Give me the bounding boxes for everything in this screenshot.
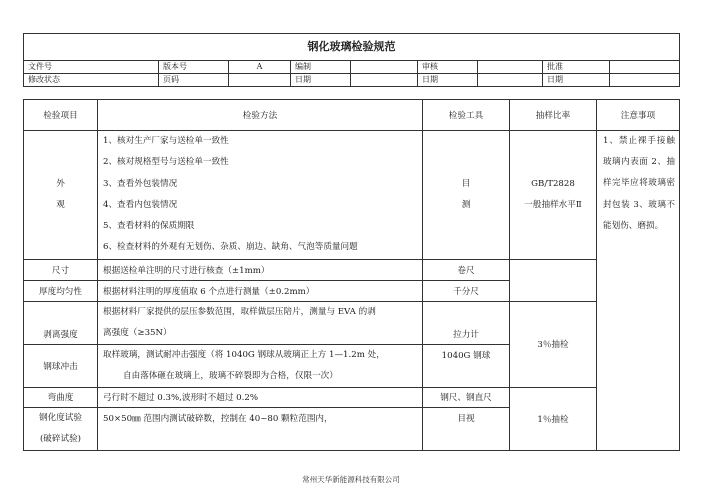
method-line: 1、核对生产厂家与送检单一致性 [103, 136, 229, 146]
approve-value [610, 61, 680, 74]
method-line: 3、查看外包装情况 [103, 178, 178, 189]
appearance-methods [98, 131, 423, 260]
peel-method [98, 301, 423, 344]
sampling-level: 一般抽样水平Ⅱ [524, 199, 582, 210]
version-label: 版本号 [159, 61, 229, 74]
tool-char: 测 [461, 199, 471, 210]
prepare-value [351, 61, 418, 74]
inspection-table [23, 99, 680, 451]
impact-method [98, 344, 423, 387]
column-header: 检验方法 [98, 100, 423, 131]
notes-text: 1、禁止裸手接触玻璃内表面 2、抽样完毕应将玻璃密封包装 3、玻璃不能划伤、磨损。 [603, 136, 675, 231]
thickness-method: 根据材料注明的厚度值取 6 个点进行测量（±0.2mm） [98, 280, 423, 301]
review-label: 审核 [418, 61, 478, 74]
page-value [229, 74, 291, 87]
date-label-2: 日期 [418, 74, 478, 87]
item-char: 外 [56, 178, 65, 189]
method-line: 根据材料厂家提供的层压参数范围，取样做层压陪片，测量与 EVA 的剥 [103, 306, 376, 317]
version-value: A [229, 61, 291, 74]
thickness-tool: 千分尺 [423, 280, 510, 301]
temper-tool: 目视 [423, 407, 510, 450]
notes-cell [597, 131, 680, 451]
doc-no-label: 文件号 [24, 61, 159, 74]
temper-sampling: 1％抽检 [510, 387, 597, 450]
method-line: 离强度（≥35N） [103, 327, 172, 338]
method-line: 2、核对规格型号与送检单一致性 [103, 157, 229, 168]
approve-label: 批准 [543, 61, 610, 74]
column-header: 抽样比率 [510, 100, 597, 131]
temper-item [24, 407, 98, 450]
appearance-sampling [510, 131, 597, 260]
appearance-tool [423, 131, 510, 260]
appearance-item [24, 131, 98, 260]
bend-method: 弓行时不超过 0.3%,波形时不超过 0.2% [98, 387, 423, 407]
modify-label: 修改状态 [24, 74, 159, 87]
item-line: (破碎试验) [39, 433, 82, 444]
date-label-1: 日期 [291, 74, 351, 87]
size-item: 尺寸 [24, 259, 98, 280]
thickness-item: 厚度均匀性 [24, 280, 98, 301]
size-tool: 卷尺 [423, 259, 510, 280]
size-method: 根据送检单注明的尺寸进行核查（±1mm） [98, 259, 423, 280]
impact-tool: 1040G 钢球 [423, 344, 510, 387]
tool-char: 目 [461, 178, 471, 189]
document-header [23, 33, 680, 87]
table-row [24, 387, 680, 407]
company-footer: 常州天华新能源科技有限公司 [302, 475, 400, 484]
peel-sampling: 3％抽检 [510, 301, 597, 387]
prepare-label: 编制 [291, 61, 351, 74]
table-row [24, 131, 680, 260]
method-line: 4、查看内包装情况 [103, 199, 178, 210]
item-line: 钢化度试验 [39, 412, 82, 423]
table-row [24, 259, 680, 280]
bend-item: 弯曲度 [24, 387, 98, 407]
review-value [478, 61, 543, 74]
page-label: 页码 [159, 74, 229, 87]
peel-item: 剥离强度 [24, 301, 98, 344]
method-line: 取样玻璃，测试耐冲击强度（将 1040G 钢球从玻璃正上方 1—1.2m 处， [103, 349, 385, 360]
column-header: 注意事项 [597, 100, 680, 131]
table-row [24, 301, 680, 344]
temper-method: 50×50㎜ 范围内测试破碎数，控制在 40~80 颗粒范围内， [98, 407, 423, 450]
column-header: 检验项目 [24, 100, 98, 131]
sampling-standard: GB/T2828 [531, 178, 575, 189]
method-line: 5、查看材料的保质期限 [103, 221, 195, 232]
peel-tool: 拉力计 [423, 301, 510, 344]
item-char: 观 [56, 199, 65, 210]
table-header-row [24, 100, 680, 131]
date-label-3: 日期 [543, 74, 610, 87]
date-value-3 [610, 74, 680, 87]
page-title: 钢化玻璃检验规范 [24, 34, 680, 61]
date-value-1 [351, 74, 418, 87]
method-line: 自由落体砸在玻璃上，玻璃不碎裂即为合格，仅限一次） [123, 370, 338, 381]
date-value-2 [478, 74, 543, 87]
column-header: 检验工具 [423, 100, 510, 131]
method-line: 6、检查材料的外观有无划伤、杂质、崩边、缺角、气泡等质量问题 [103, 242, 358, 253]
bend-tool: 钢尺、钢直尺 [423, 387, 510, 407]
sampling-empty [510, 259, 597, 301]
impact-item: 钢球冲击 [24, 344, 98, 387]
